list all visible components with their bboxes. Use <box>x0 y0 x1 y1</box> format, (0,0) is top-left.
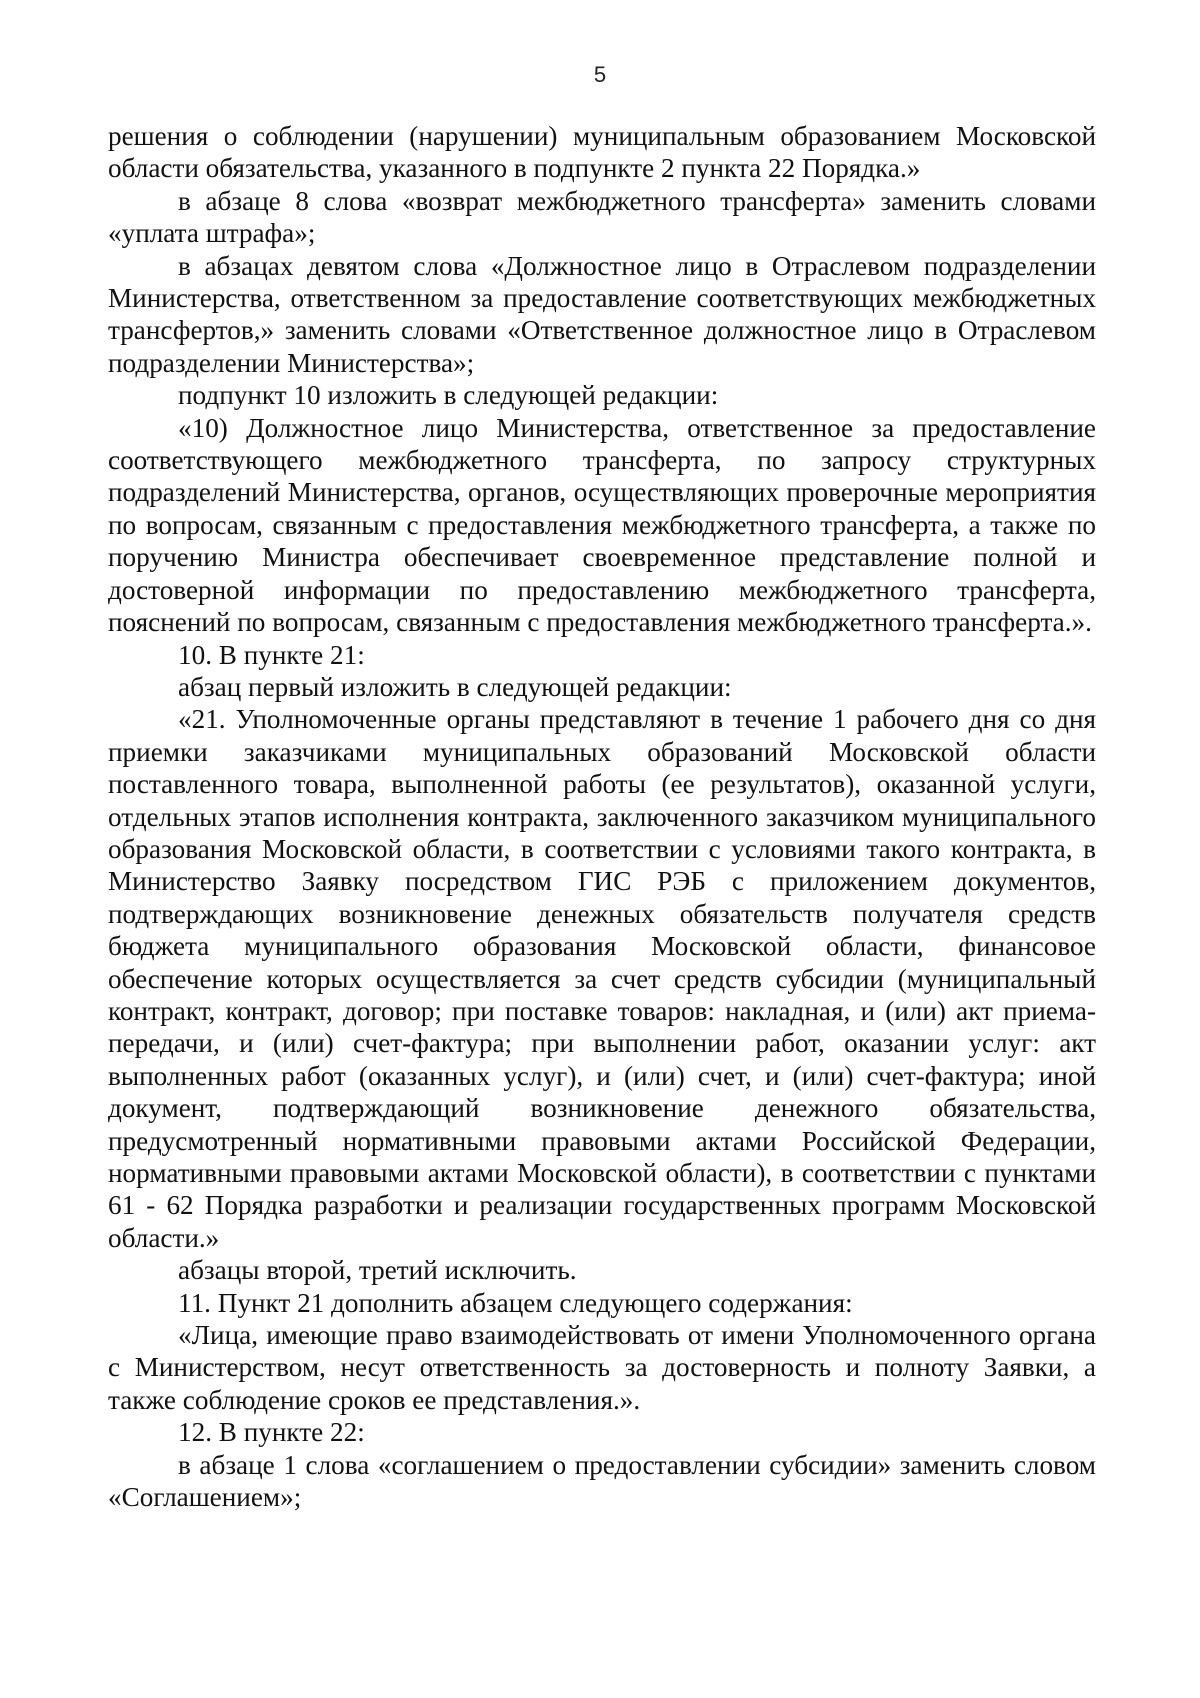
paragraph: «10) Должностное лицо Министерства, ответственное за предоставление соответствующего межбюджетного трансферта, по запросу структурных подразделений Министерства, органов, осуществляющих проверочные мероприятия по вопросам, связанным с предоставления межбюджетного трансферта, а также по поручению Министра обеспечивает своевременное представление полной и достоверной информации по предоставлению межбюджетного трансферта, пояснений по вопросам, связанным с предоставления межбюджетного трансферта.». <box>108 412 1096 638</box>
paragraph: 11. Пункт 21 дополнить абзацем следующего содержания: <box>178 1287 853 1318</box>
paragraph: «21. Уполномоченные органы представляют в течение 1 рабочего дня со дня приемки заказчиками муниципальных образований Московской области поставленного товара, выполненной работы (ее результатов), оказанной услуги, отдельных этапов исполнения контракта, заключенного заказчиком муниципального образования Московской области, в соответствии с условиями такого контракта, в Министерство Заявку посредством ГИС РЭБ с приложением документов, подтверждающих возникновение денежных обязательств получателя средств бюджета муниципального образования Московской области, финансовое обеспечение которых осуществляется за счет средств субсидии (муниципальный контракт, контракт, договор; при поставке товаров: накладная, и (или) акт приема-передачи, и (или) счет-фактура; при выполнении работ, оказании услуг: акт выполненных работ (оказанных услуг), и (или) счет, и (или) счет-фактура; иной документ, подтверждающий возникновение денежного обязательства, предусмотренный нормативными правовыми актами Российской Федерации, нормативными правовыми актами Московской области), в соответствии с пунктами 61 - 62 Порядка разработки и реализации государственных программ Московской области.» <box>108 704 1096 1253</box>
paragraph: «Лица, имеющие право взаимодействовать от имени Уполномоченного органа с Министерством, несут ответственность за достоверность и полноту Заявки, а также соблюдение сроков ее представления.». <box>108 1320 1096 1415</box>
paragraph: решения о соблюдении (нарушении) муниципальным образованием Московской области обязательства, указанного в подпункте 2 пункта 22 Порядка.» <box>108 121 1096 184</box>
paragraph: абзацы второй, третий исключить. <box>178 1255 577 1286</box>
paragraph: в абзаце 8 слова «возврат межбюджетного трансферта» заменить словами «уплата штрафа»; <box>108 185 1096 249</box>
paragraph: в абзацах девятом слова «Должностное лицо в Отраслевом подразделении Министерства, ответственном за предоставление соответствующих межбюджетных трансфертов,» заменить словами «Ответственное должностное лицо в Отраслевом подразделении Министерства»; <box>108 250 1096 378</box>
paragraph: 12. В пункте 22: <box>178 1417 365 1448</box>
paragraph: 10. В пункте 21: <box>178 639 365 670</box>
paragraph: абзац первый изложить в следующей редакции: <box>178 671 732 702</box>
paragraph: подпункт 10 изложить в следующей редакции: <box>178 380 719 411</box>
document-body <box>108 120 1096 1513</box>
page-number: 5 <box>593 62 607 87</box>
paragraph: в абзаце 1 слова «соглашением о предоставлении субсидии» заменить словом «Соглашением»; <box>108 1449 1096 1513</box>
